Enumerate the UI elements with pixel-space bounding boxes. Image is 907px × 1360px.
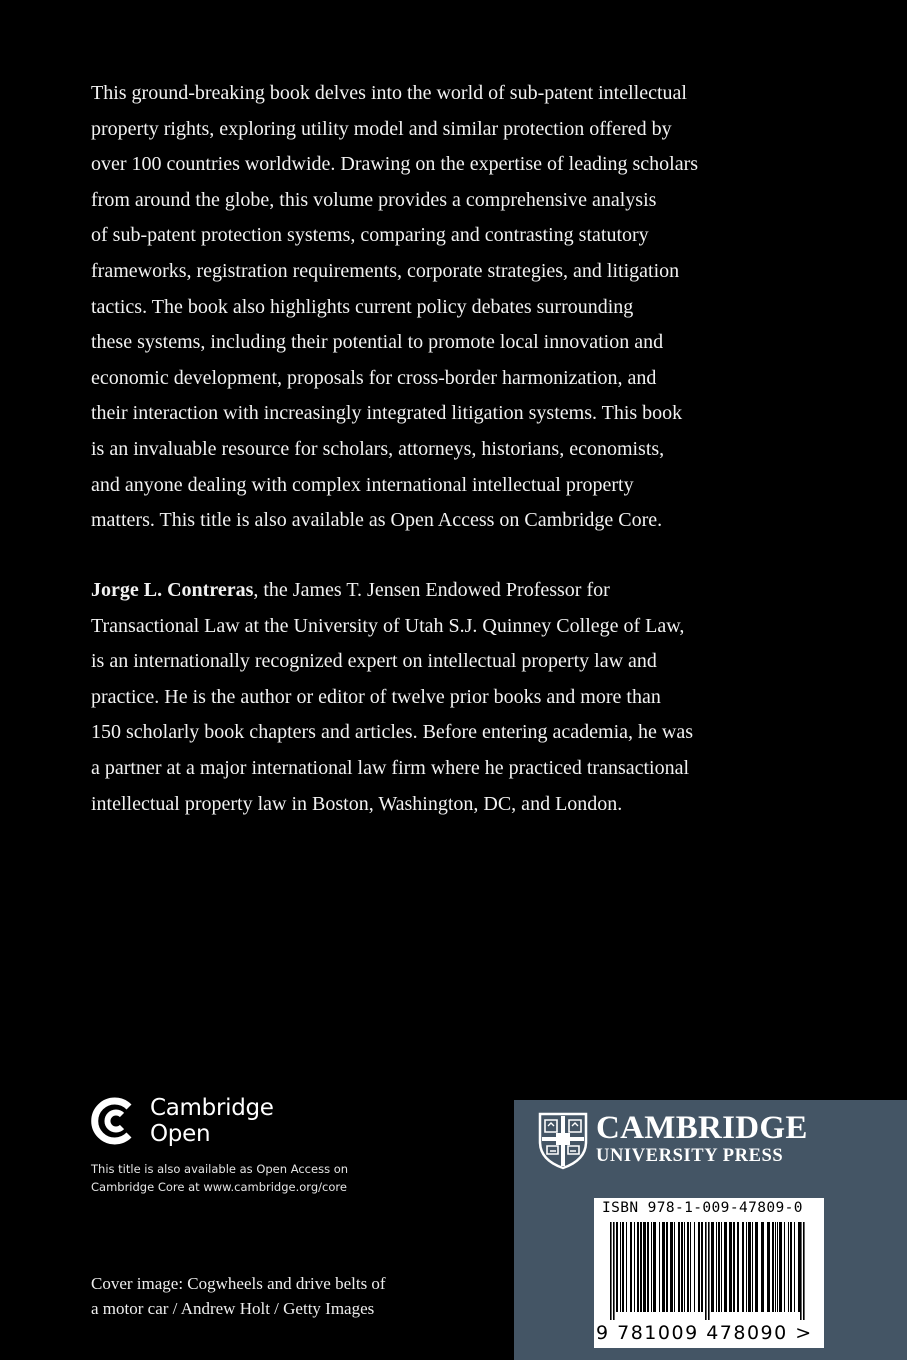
barcode-bar — [687, 1222, 689, 1312]
cover-image-credit — [91, 1271, 386, 1321]
barcode-bar — [651, 1222, 652, 1312]
barcode-bar — [678, 1222, 680, 1312]
bio-line: is an internationally recognized expert on intellectual property law and — [91, 650, 657, 673]
barcode-bar — [674, 1222, 675, 1312]
bio-line: 150 scholarly book chapters and articles. Before entering academia, he was — [91, 721, 693, 744]
cambridge-open-c-icon — [91, 1097, 139, 1145]
barcode-bar — [752, 1222, 753, 1312]
open-access-note — [91, 1160, 348, 1196]
cover-credit-line2: a motor car / Andrew Holt / Getty Images — [91, 1299, 375, 1318]
barcode-bar — [626, 1222, 627, 1312]
description-line: tactics. The book also highlights current policy debates surrounding — [91, 295, 634, 318]
barcode-bar — [777, 1222, 778, 1312]
barcode-bar — [794, 1222, 795, 1312]
isbn-label: ISBN 978-1-009-47809-0 — [602, 1200, 803, 1216]
barcode-bar — [659, 1222, 660, 1312]
description-line: property rights, exploring utility model and similar protection offered by — [91, 117, 672, 140]
publisher-wordmark — [596, 1110, 808, 1166]
barcode-bar — [620, 1222, 621, 1312]
barcode-bar — [724, 1222, 727, 1312]
description-line: these systems, including their potential to promote local innovation and — [91, 331, 664, 354]
barcode-bar — [729, 1222, 732, 1312]
barcode-bar — [746, 1222, 747, 1312]
barcode-bar — [790, 1222, 792, 1312]
barcode-bar — [698, 1222, 700, 1312]
isbn-barcode — [594, 1198, 824, 1348]
barcode-bar — [637, 1222, 639, 1312]
barcode-bar — [737, 1222, 739, 1312]
barcode-bar — [772, 1222, 774, 1312]
bio-line: a partner at a major international law firm where he practiced transactional — [91, 756, 690, 779]
author-name: Jorge L. Contreras — [91, 579, 254, 601]
barcode-bar — [733, 1222, 735, 1312]
description-line: and anyone dealing with complex international intellectual property — [91, 473, 634, 496]
bio-line-rest: , the James T. Jensen Endowed Professor for — [253, 579, 610, 601]
barcode-bar — [640, 1222, 642, 1312]
barcode-guard-bar — [610, 1222, 612, 1320]
book-description — [91, 76, 791, 539]
barcode-guard-bar — [803, 1222, 805, 1320]
barcode-bar — [630, 1222, 632, 1312]
barcode-bar — [681, 1222, 683, 1312]
barcode-bar — [701, 1222, 703, 1312]
bio-line: intellectual property law in Boston, Washington, DC, and London. — [91, 792, 623, 815]
description-line: from around the globe, this volume provides a comprehensive analysis — [91, 188, 657, 211]
barcode-bar — [711, 1222, 714, 1312]
description-line: is an invaluable resource for scholars, attorneys, historians, economists, — [91, 437, 665, 460]
author-bio — [91, 573, 791, 822]
barcode-bar — [643, 1222, 646, 1312]
cambridge-crest-icon — [538, 1112, 588, 1175]
barcode-bar — [653, 1222, 656, 1312]
barcode-bar — [788, 1222, 789, 1312]
barcode-bar — [779, 1222, 782, 1312]
description-line: their interaction with increasingly integrated litigation systems. This book — [91, 402, 683, 425]
barcode-bar — [622, 1222, 624, 1312]
cambridge-open-wordmark — [150, 1095, 274, 1147]
barcode-bar — [670, 1222, 673, 1312]
description-line: This ground-breaking book delves into the world of sub-patent intellectual — [91, 82, 687, 104]
description-line: economic development, proposals for cross-border harmonization, and — [91, 366, 657, 389]
barcode-bar — [721, 1222, 722, 1312]
barcode-bar — [690, 1222, 691, 1312]
barcode-bar — [755, 1222, 758, 1312]
barcode-digits: 9 781009 478090 > — [596, 1322, 813, 1344]
publisher-name: CAMBRIDGE — [596, 1110, 808, 1146]
barcode-guard-bar — [708, 1222, 710, 1320]
barcode-bar — [666, 1222, 668, 1312]
publisher-panel — [514, 1100, 907, 1360]
barcode-guard-bar — [800, 1222, 802, 1320]
barcode-bar — [694, 1222, 695, 1312]
barcode-bar — [684, 1222, 685, 1312]
barcode-bar — [775, 1222, 776, 1312]
description-line: of sub-patent protection systems, comparing and contrasting statutory — [91, 224, 649, 247]
description-line: frameworks, registration requirements, corporate strategies, and litigation — [91, 259, 680, 282]
bio-line: practice. He is the author or editor of twelve prior books and more than — [91, 685, 661, 708]
barcode-bar — [742, 1222, 744, 1312]
barcode-bar — [634, 1222, 635, 1312]
barcode-bar — [767, 1222, 770, 1312]
barcode-bar — [718, 1222, 720, 1312]
barcode-bar — [616, 1222, 618, 1312]
publisher-subname: UNIVERSITY PRESS — [596, 1146, 784, 1166]
open-access-note-line2: Cambridge Core at www.cambridge.org/core — [91, 1180, 347, 1194]
barcode-bar — [647, 1222, 649, 1312]
barcode-guard-bar — [705, 1222, 707, 1320]
cover-credit-line1: Cover image: Cogwheels and drive belts of — [91, 1274, 386, 1293]
bio-first-line — [91, 573, 791, 609]
barcode-bar — [716, 1222, 717, 1312]
barcode-guard-bar — [613, 1222, 615, 1320]
description-line: over 100 countries worldwide. Drawing on the expertise of leading scholars — [91, 153, 699, 176]
bio-line: Transactional Law at the University of Utah S.J. Quinney College of Law, — [91, 614, 685, 637]
description-line: matters. This title is also available as Open Access on Cambridge Core. — [91, 509, 663, 532]
barcode-bar — [748, 1222, 751, 1312]
cambridge-open-line2: Open — [150, 1121, 211, 1147]
barcode-bar — [784, 1222, 785, 1312]
barcode-bar — [662, 1222, 665, 1312]
open-access-note-line1: This title is also available as Open Access on — [91, 1162, 349, 1176]
barcode-bars — [604, 1222, 814, 1320]
cambridge-open-line1: Cambridge — [150, 1095, 274, 1121]
barcode-bar — [761, 1222, 764, 1312]
barcode-bar — [798, 1222, 800, 1312]
